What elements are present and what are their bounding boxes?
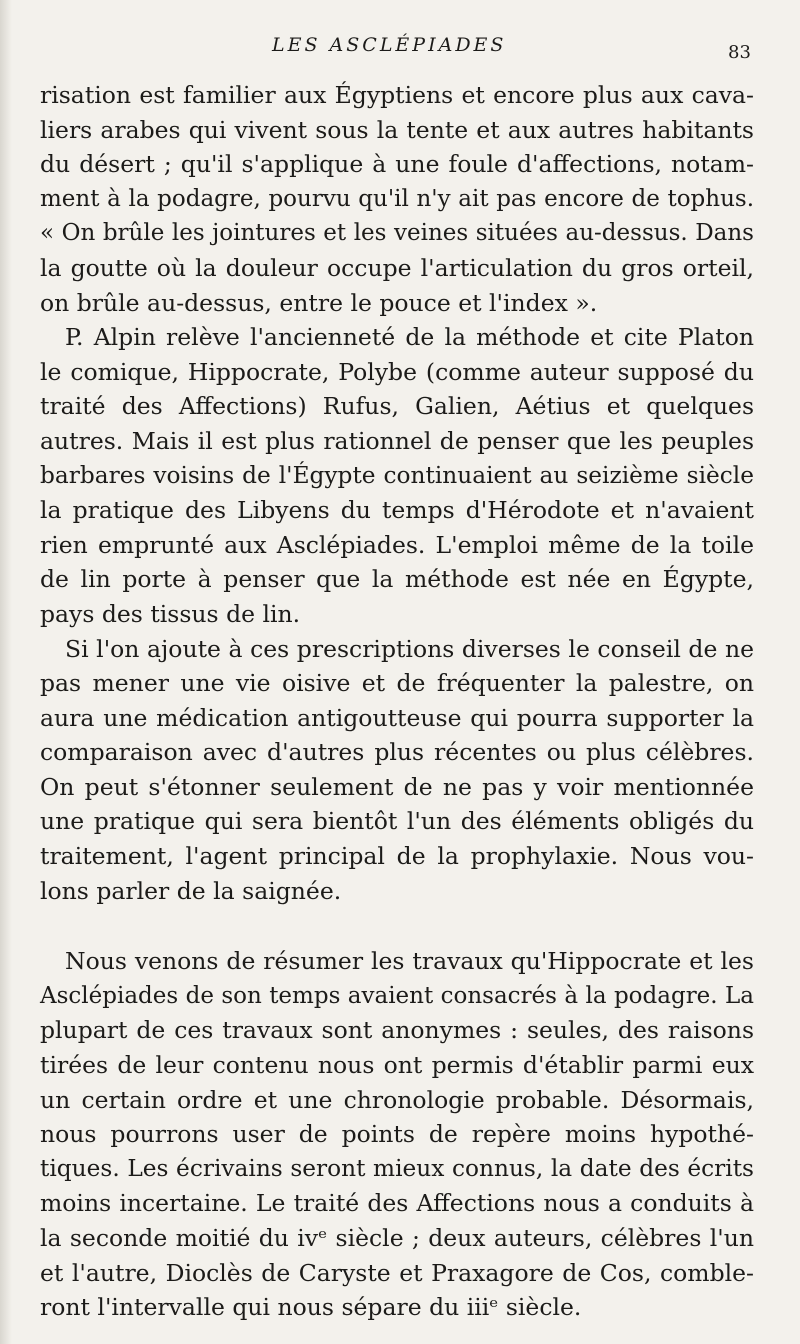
text-line: P. Alpin relève l'ancienneté de la méthode et cite Platon — [65, 323, 754, 352]
text-line: pays des tissus de lin. — [40, 599, 301, 628]
text-line: du désert ; qu'il s'applique à une foule d'affections, notam- — [40, 150, 754, 179]
text-line: tirées de leur contenu nous ont permis d'établir parmi eux — [40, 1051, 754, 1080]
text-line: et l'autre, Dioclès de Caryste et Praxagore de Cos, comble- — [40, 1258, 754, 1287]
text-line: rien emprunté aux Asclépiades. L'emploi même de la toile — [40, 530, 754, 559]
text-line: moins incertaine. Le traité des Affections nous a conduits à — [40, 1189, 754, 1218]
text-line: le comique, Hippocrate, Polybe (comme auteur supposé du — [40, 357, 754, 386]
text-line: nous pourrons user de points de repère moins hypothé- — [40, 1120, 754, 1149]
text-line: autres. Mais il est plus rationnel de penser que les peuples — [40, 426, 754, 455]
text-line: ment à la podagre, pourvu qu'il n'y ait pas encore de tophus. — [40, 185, 754, 212]
body-text — [40, 78, 754, 1325]
text-line: aura une médication antigoutteuse qui pourra supporter la — [40, 703, 754, 732]
text-line: ront l'intervalle qui nous sépare du iiiᵉ siècle. — [40, 1293, 582, 1322]
page-number: 83 — [728, 42, 751, 63]
text-line: une pratique qui sera bientôt l'un des éléments obligés du — [40, 807, 754, 836]
page-edge-shadow — [0, 0, 12, 1344]
text-line: tiques. Les écrivains seront mieux connus, la date des écrits — [40, 1154, 754, 1182]
text-line: Asclépiades de son temps avaient consacrés à la podagre. La — [40, 982, 754, 1009]
text-line: traité des Affections) Rufus, Galien, Aétius et quelques — [40, 392, 754, 421]
text-line: traitement, l'agent principal de la prophylaxie. Nous vou- — [40, 842, 754, 871]
paragraph — [40, 944, 754, 1325]
text-line: la seconde moitié du ivᵉ siècle ; deux auteurs, célèbres l'un — [40, 1224, 754, 1252]
text-line: lons parler de la saignée. — [40, 876, 342, 905]
text-line: on brûle au-dessus, entre le pouce et l'index ». — [40, 288, 598, 317]
text-line: On peut s'étonner seulement de ne pas y voir mentionnée — [40, 772, 754, 801]
text-line: comparaison avec d'autres plus récentes ou plus célèbres. — [40, 738, 754, 767]
text-line: la pratique des Libyens du temps d'Hérodote et n'avaient — [40, 496, 754, 525]
text-line: barbares voisins de l'Égypte continuaient au seizième siècle — [40, 461, 754, 489]
paragraph — [40, 632, 754, 909]
paragraph — [40, 78, 754, 320]
running-title: LES ASCLÉPIADES — [272, 34, 507, 56]
text-line: pas mener une vie oisive et de fréquenter la palestre, on — [40, 669, 754, 698]
paragraph — [40, 320, 754, 631]
text-line: de lin porte à penser que la méthode est née en Égypte, — [40, 565, 754, 594]
section-gap — [40, 908, 754, 944]
text-line: la goutte où la douleur occupe l'articulation du gros orteil, — [40, 253, 754, 282]
page-header — [0, 32, 800, 62]
text-line: risation est familier aux Égyptiens et encore plus aux cava- — [40, 81, 754, 109]
text-line: plupart de ces travaux sont anonymes : seules, des raisons — [40, 1016, 754, 1045]
text-line: un certain ordre et une chronologie probable. Désormais, — [40, 1085, 754, 1114]
text-line: Nous venons de résumer les travaux qu'Hippocrate et les — [65, 947, 754, 976]
text-line: « On brûle les jointures et les veines situées au-dessus. Dans — [40, 220, 754, 247]
text-line: liers arabes qui vivent sous la tente et aux autres habitants — [40, 115, 754, 144]
text-line: Si l'on ajoute à ces prescriptions diverses le conseil de ne — [65, 634, 754, 663]
